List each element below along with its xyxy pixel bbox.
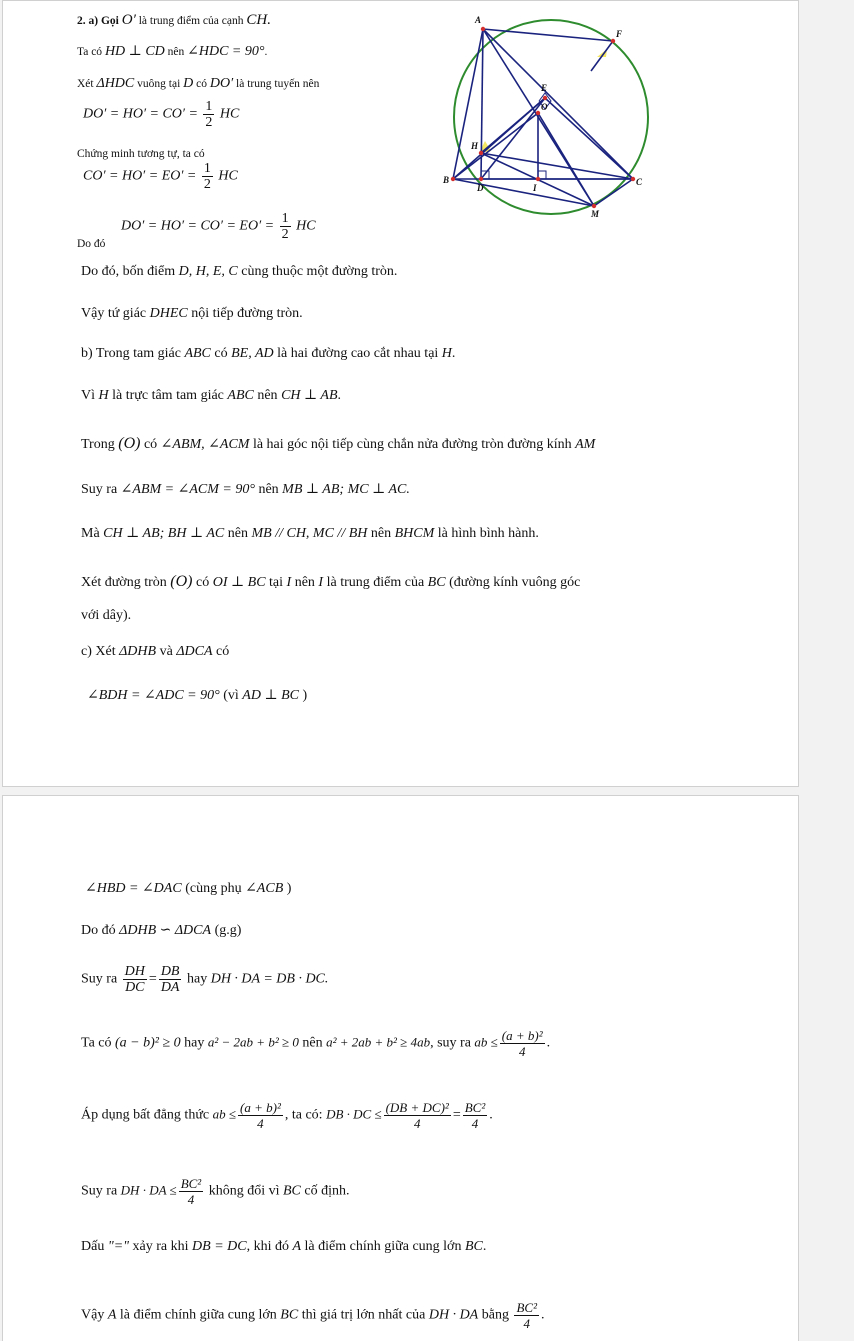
line-b7: với dây). [81,608,132,623]
line-c2: ∠BDH = ∠ADC = 90° (vì AD ⊥ BC ) [87,688,308,703]
line-a7-label: Do đó [77,238,106,250]
line-d1: ∠HBD = ∠DAC (cùng phụ ∠ACB ) [85,881,292,896]
line-d3: Suy ra $\frac{DH}{DC}$ = $\frac{DB}{DA}$ hay DH · DA = DB · DC. [81,964,329,995]
label-i: I [533,183,537,193]
line-d6: Suy ra DH · DA ≤ $\frac{\text{BC²}}{4}$ không đổi vì BC cố định. [81,1176,350,1207]
line-a3: Xét ΔHDC vuông tại D có DO′ là trung tuyến nên [77,76,320,91]
label-e: E [541,83,548,93]
fraction: $\frac{\text{BC²}}{4}$ [180,1176,202,1207]
line-d7: Dấu "=" xảy ra khi DB = DC, khi đó A là điểm chính giữa cung lớn BC. [81,1239,487,1254]
label-h: H [471,141,479,151]
label-o: O [541,102,548,112]
fraction: $\frac{\text{(a + b)²}}{4}$ [240,1100,281,1131]
label-c: C [636,177,643,187]
line-a1: 2. a) Gọi O′ là trung điểm của cạnh CH. [77,12,271,28]
fraction: $\frac{\text{BC²}}{4}$ [516,1300,537,1331]
line-b2: Vì H là trực tâm tam giác ABC nên CH ⊥ AB. [81,388,342,403]
label-d: D [477,183,484,193]
line-a8: Do đó, bốn điểm D, H, E, C cùng thuộc một đường tròn. [81,264,398,279]
line-a4: DO′ = HO′ = CO′ = $\frac{1}{2}$ HC [83,99,240,130]
document-page-1 [2,0,799,787]
line-a5: Chứng minh tương tự, ta có [77,148,205,160]
line-a6: CO′ = HO′ = EO′ = $\frac{1}{2}$ HC [83,161,238,192]
line-b3: Trong (O) có ∠ABM, ∠ACM là hai góc nội tiếp cùng chắn nửa đường tròn đường kính AM [81,435,596,452]
fraction: $\frac{DH}{DC}$ [124,964,145,995]
line-c1: c) Xét ΔDHB và ΔDCA có [81,644,230,659]
line-d5: Áp dụng bất đẳng thức ab ≤ $\frac{\text{(a + b)²}}{4}$ , ta có: DB · DC ≤ $\frac{\text{(DB + DC)²}}{4}$ = $\frac{\text{BC²}}{4}$ . [81,1100,493,1131]
fraction: $\frac{1}{2}$ [281,211,289,242]
fraction: $\frac{DB}{DA}$ [160,964,180,995]
line-a9: Vậy tứ giác DHEC nội tiếp đường tròn. [81,306,303,321]
line-a7: DO′ = HO′ = CO′ = EO′ = $\frac{1}{2}$ HC [121,211,316,242]
document-page-2 [2,795,799,1341]
line-d8: Vậy A là điểm chính giữa cung lớn BC thì giá trị lớn nhất của DH · DA bằng $\frac{\text{BC²}}{4}$ . [81,1300,545,1331]
geometry-figure [441,13,651,218]
line-d2: Do đó ΔDHB ∽ ΔDCA (g.g) [81,923,242,938]
line-b1: b) Trong tam giác ABC có BE, AD là hai đường cao cắt nhau tại H. [81,346,456,361]
fraction: $\frac{1}{2}$ [203,161,211,192]
line-d4: Ta có (a − b)² ≥ 0 hay a² − 2ab + b² ≥ 0 nên a² + 2ab + b² ≥ 4ab, suy ra ab ≤ $\frac{\text{(a + b)²}}{4}$ . [81,1028,551,1059]
fraction: $\frac{1}{2}$ [205,99,213,130]
line-b5: Mà CH ⊥ AB; BH ⊥ AC nên MB // CH, MC // BH nên BHCM là hình bình hành. [81,526,539,541]
fraction: $\frac{\text{(a + b)²}}{4}$ [501,1028,543,1059]
fraction: $\frac{\text{(DB + DC)²}}{4}$ [385,1100,449,1131]
label-m: M [591,209,600,218]
label-b: B [443,175,450,185]
line-a2: Ta có HD ⊥ CD nên ∠HDC = 90°. [77,44,268,59]
fraction: $\frac{\text{BC²}}{4}$ [464,1100,486,1131]
line-b4: Suy ra ∠ABM = ∠ACM = 90° nên MB ⊥ AB; MC ⊥ AC. [81,482,410,497]
label-a: A [475,15,482,25]
label-f: F [616,29,623,39]
line-b6: Xét đường tròn (O) có OI ⊥ BC tại I nên I là trung điểm của BC (đường kính vuông góc [81,573,581,590]
